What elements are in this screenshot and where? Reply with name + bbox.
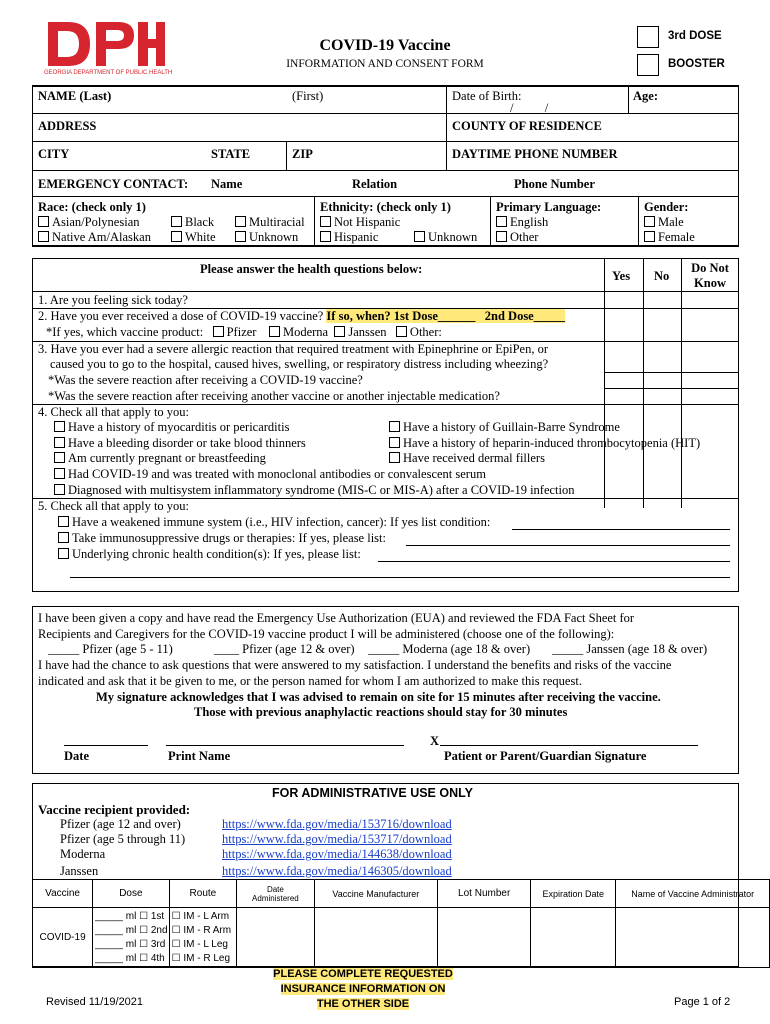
checkbox[interactable] <box>235 216 246 227</box>
q4-option[interactable]: Have a history of Guillain-Barre Syndrome <box>389 420 620 435</box>
q4-option[interactable]: Have a history of heparin-induced thrombocytopenia (HIT) <box>389 436 700 451</box>
route-option[interactable]: ☐ IM - L Arm <box>171 910 230 922</box>
q5-option[interactable]: Underlying chronic health condition(s): If yes, please list: <box>58 547 361 562</box>
gender-option[interactable]: Female <box>644 230 695 245</box>
signature-line[interactable] <box>440 745 698 746</box>
vaccine-admin-table <box>32 879 770 968</box>
checkbox[interactable] <box>54 421 65 432</box>
lot-input[interactable] <box>438 908 531 968</box>
consent-option[interactable]: _____ Pfizer (age 5 - 11) <box>48 642 173 656</box>
admin-provided: Vaccine recipient provided: <box>38 802 191 817</box>
dob-separators: / / <box>510 101 549 115</box>
gender-option[interactable]: Male <box>644 215 684 230</box>
race-option[interactable]: Black <box>171 215 214 230</box>
q4-option[interactable]: Am currently pregnant or breastfeeding <box>54 451 266 466</box>
checkbox[interactable] <box>644 231 655 242</box>
checkbox[interactable] <box>644 216 655 227</box>
form-title: COVID-19 Vaccine <box>319 37 451 54</box>
phone-label: DAYTIME PHONE NUMBER <box>452 147 618 161</box>
third-dose-label: 3rd DOSE <box>668 30 722 42</box>
logo-subtitle: GEORGIA DEPARTMENT OF PUBLIC HEALTH <box>44 70 173 76</box>
extra-line[interactable] <box>70 577 730 578</box>
consent-p2: Recipients and Caregivers for the COVID-19 vaccine product I will be administered (choose one of the following): <box>38 627 615 641</box>
question-2-products: *If yes, which vaccine product: Pfizer Moderna Janssen Other: <box>46 325 442 339</box>
ec-phone-label: Phone Number <box>514 177 595 191</box>
language-option[interactable]: Other <box>496 230 538 245</box>
print-name-line[interactable] <box>166 745 404 746</box>
col-vaccine: Vaccine <box>33 880 93 908</box>
dose-option[interactable]: _____ ml ☐ 1st <box>95 910 165 922</box>
race-option[interactable]: White <box>171 230 216 245</box>
checkbox[interactable] <box>414 231 425 242</box>
question-3-sub-a: *Was the severe reaction after receiving a COVID-19 vaccine? <box>48 373 363 387</box>
drugs-line[interactable] <box>406 545 730 546</box>
checkbox[interactable] <box>320 216 331 227</box>
checkbox[interactable] <box>54 452 65 463</box>
question-3-cont: caused you to go to the hospital, caused hives, swelling, or respiratory distress including wheezing? <box>50 357 549 371</box>
col-lot: Lot Number <box>438 880 531 908</box>
checkbox[interactable] <box>58 532 69 543</box>
booster-checkbox[interactable] <box>637 54 659 76</box>
form-subtitle: INFORMATION AND CONSENT FORM <box>286 58 484 70</box>
col-no: No <box>654 269 670 283</box>
vaccine-cell: COVID-19 <box>33 908 93 968</box>
consent-option[interactable]: _____ Janssen (age 18 & over) <box>552 642 708 656</box>
consent-option[interactable]: _____ Moderna (age 18 & over) <box>368 642 531 656</box>
admin-product: Pfizer (age 5 through 11) <box>60 832 186 846</box>
fda-link[interactable]: https://www.fda.gov/media/153717/download <box>222 832 452 846</box>
col-route: Route <box>169 880 237 908</box>
ethnicity-option[interactable]: Hispanic <box>320 230 378 245</box>
question-1: 1. Are you feeling sick today? <box>38 293 188 307</box>
admin-title: FOR ADMINISTRATIVE USE ONLY <box>272 786 473 800</box>
q5-option[interactable]: Have a weakened immune system (i.e., HIV infection, cancer): If yes list condition: <box>58 515 490 530</box>
fda-link[interactable]: https://www.fda.gov/media/146305/download <box>222 864 452 878</box>
manufacturer-input[interactable] <box>314 908 438 968</box>
checkbox[interactable] <box>396 326 407 337</box>
ethnicity-option[interactable]: Unknown <box>414 230 477 245</box>
consent-bold-2: Those with previous anaphylactic reactions should stay for 30 minutes <box>194 705 568 719</box>
chronic-line[interactable] <box>378 561 730 562</box>
route-option[interactable]: ☐ IM - L Leg <box>171 938 228 950</box>
consent-p4: indicated and ask that it be given to me, or the person named for whom I am authorized to make this request. <box>38 674 582 688</box>
name-first-label: (First) <box>292 89 324 103</box>
checkbox[interactable] <box>496 231 507 242</box>
q4-option[interactable]: Had COVID-19 and was treated with monoclonal antibodies or convalescent serum <box>54 467 486 482</box>
race-option[interactable]: Asian/Polynesian <box>38 215 140 230</box>
booster-label: BOOSTER <box>668 58 725 70</box>
checkbox[interactable] <box>58 516 69 527</box>
insurance-notice: PLEASE COMPLETE REQUESTED INSURANCE INFORMATION ON THE OTHER SIDE <box>273 968 453 1010</box>
fda-link[interactable]: https://www.fda.gov/media/153716/download <box>222 817 452 831</box>
consent-option[interactable]: ____ Pfizer (age 12 & over) <box>214 642 355 656</box>
race-option[interactable]: Native Am/Alaskan <box>38 230 151 245</box>
age-label: Age: <box>633 89 658 103</box>
language-label: Primary Language: <box>496 200 602 214</box>
dph-logo <box>44 18 173 80</box>
ec-relation-label: Relation <box>352 177 398 191</box>
language-option[interactable]: English <box>496 215 548 230</box>
checkbox[interactable] <box>269 326 280 337</box>
checkbox[interactable] <box>496 216 507 227</box>
checkbox[interactable] <box>54 468 65 479</box>
question-2: 2. Have you ever received a dose of COVID-19 vaccine? If so, when? 1st Dose______ 2nd Dose_____ <box>38 309 565 323</box>
consent-bold-1: My signature acknowledges that I was advised to remain on site for 15 minutes after receiving the vaccine. <box>96 690 661 704</box>
admin-product: Pfizer (age 12 and over) <box>60 817 181 831</box>
county-label: COUNTY OF RESIDENCE <box>452 119 602 133</box>
expiration-input[interactable] <box>531 908 616 968</box>
address-label: ADDRESS <box>38 119 97 133</box>
dose-option[interactable]: _____ ml ☐ 3rd <box>95 938 166 950</box>
state-label: STATE <box>211 147 251 161</box>
checkbox[interactable] <box>54 437 65 448</box>
dob-label: Date of Birth: <box>452 89 522 103</box>
q4-option[interactable]: Diagnosed with multisystem inflammatory syndrome (MIS-C or MIS-A) after a COVID-19 infection <box>54 483 575 498</box>
col-manufacturer: Vaccine Manufacturer <box>314 880 438 908</box>
checkbox[interactable] <box>38 216 49 227</box>
sig-date-label: Date <box>64 749 89 763</box>
checkbox[interactable] <box>235 231 246 242</box>
admin-product: Moderna <box>60 847 106 861</box>
q4-option[interactable]: Have a history of myocarditis or pericarditis <box>54 420 289 435</box>
race-option[interactable]: Multiracial <box>235 215 305 230</box>
signature-x: X <box>430 734 440 748</box>
col-dose: Dose <box>93 880 169 908</box>
question-5: 5. Check all that apply to you: <box>38 499 190 513</box>
checkbox[interactable] <box>389 452 400 463</box>
checkbox[interactable] <box>389 421 400 432</box>
page-number: Page 1 of 2 <box>674 996 731 1008</box>
checkbox[interactable] <box>213 326 224 337</box>
consent-p3: I have had the chance to ask questions that were answered to my satisfaction. I understand the benefits and risks of the vaccine <box>38 658 672 672</box>
health-prompt: Please answer the health questions below: <box>200 262 423 276</box>
col-do-not-know: Do Not Know <box>691 261 729 290</box>
q5-option[interactable]: Take immunosuppressive drugs or therapies: If yes, please list: <box>58 531 386 546</box>
date-input[interactable] <box>237 908 314 968</box>
checkbox[interactable] <box>58 548 69 559</box>
race-label: Race: (check only 1) <box>38 200 146 214</box>
col-administrator: Name of Vaccine Administrator <box>616 880 770 908</box>
q4-option[interactable]: Have a bleeding disorder or take blood thinners <box>54 436 306 451</box>
emergency-contact-label: EMERGENCY CONTACT: <box>38 177 189 191</box>
date-line[interactable] <box>64 745 148 746</box>
revised-date: Revised 11/19/2021 <box>46 996 144 1008</box>
dose-dates-highlight: If so, when? 1st Dose______ 2nd Dose_____ <box>326 309 565 323</box>
checkbox[interactable] <box>171 231 182 242</box>
dose-cell <box>93 908 169 968</box>
dose-option[interactable]: _____ ml ☐ 2nd <box>95 924 168 936</box>
checkbox[interactable] <box>389 437 400 448</box>
name-input[interactable] <box>33 86 445 113</box>
q4-option[interactable]: Have received dermal fillers <box>389 451 545 466</box>
fda-link[interactable]: https://www.fda.gov/media/144638/download <box>222 847 452 861</box>
condition-line[interactable] <box>512 529 730 530</box>
administrator-input[interactable] <box>616 908 770 968</box>
zip-label: ZIP <box>292 147 313 161</box>
race-option[interactable]: Unknown <box>235 230 298 245</box>
admin-product: Janssen <box>60 864 99 878</box>
name-last-label: NAME (Last) <box>38 89 112 103</box>
city-label: CITY <box>38 147 70 161</box>
dose-option[interactable]: _____ ml ☐ 4th <box>95 952 165 964</box>
ethnicity-option[interactable]: Not Hispanic <box>320 215 400 230</box>
ethnicity-label: Ethnicity: (check only 1) <box>320 200 451 214</box>
checkbox[interactable] <box>320 231 331 242</box>
route-option[interactable]: ☐ IM - R Arm <box>171 924 232 936</box>
question-3-sub-b: *Was the severe reaction after receiving another vaccine or another injectable medication? <box>48 389 500 403</box>
col-date: Date Administered <box>237 880 314 908</box>
checkbox[interactable] <box>38 231 49 242</box>
route-cell <box>169 908 237 968</box>
question-3: 3. Have you ever had a severe allergic reaction that required treatment with Epinephrine or EpiPen, or <box>38 342 548 356</box>
third-dose-checkbox[interactable] <box>637 26 659 48</box>
question-4: 4. Check all that apply to you: <box>38 405 190 419</box>
sig-sign-label: Patient or Parent/Guardian Signature <box>444 749 647 763</box>
col-yes: Yes <box>612 269 631 283</box>
route-option[interactable]: ☐ IM - R Leg <box>171 952 231 964</box>
checkbox[interactable] <box>171 216 182 227</box>
gender-label: Gender: <box>644 200 689 214</box>
consent-p1: I have been given a copy and have read the Emergency Use Authorization (EUA) and reviewed the FDA Fact Sheet for <box>38 611 635 625</box>
col-expiration: Expiration Date <box>531 880 616 908</box>
checkbox[interactable] <box>54 484 65 495</box>
ec-name-label: Name <box>211 177 243 191</box>
checkbox[interactable] <box>334 326 345 337</box>
sig-print-label: Print Name <box>168 749 231 763</box>
